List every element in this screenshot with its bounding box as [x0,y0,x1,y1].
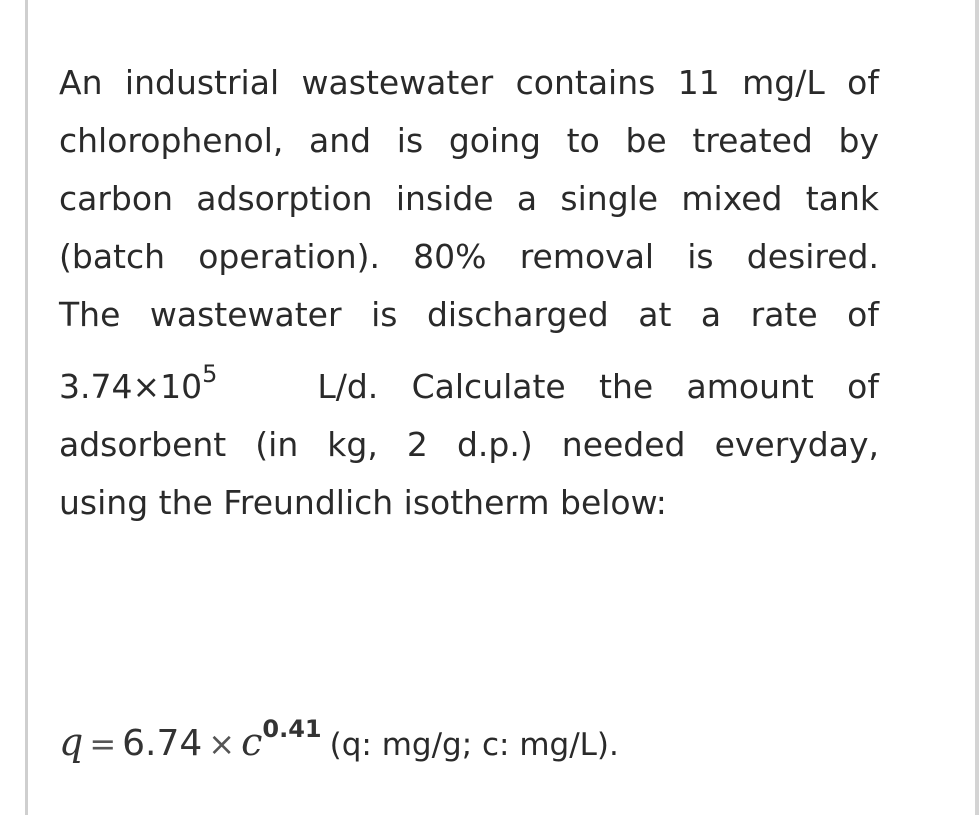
problem-line-1: An industrial wastewater contains 11 mg/L of [59,63,879,102]
problem-line-4: (batch operation). 80% removal is desired. [59,237,879,276]
formula-coefficient: 6.74 [122,723,203,764]
problem-line-3: carbon adsorption inside a single mixed tank [59,179,879,218]
problem-line-7: adsorbent (in kg, 2 d.p.) needed everyday, [59,425,879,464]
problem-line-8: using the Freundlich isotherm below: [59,483,667,522]
page-right-border [975,0,979,815]
problem-line-2: chlorophenol, and is going to be treated by [59,121,879,160]
formula-times: × [208,725,236,763]
formula-variable: c [241,720,263,764]
page-left-border [25,0,28,815]
problem-statement [59,58,879,536]
formula-exponent: 0.41 [262,715,322,743]
problem-line-5: The wastewater is discharged at a rate of [59,295,879,334]
formula-equals: = [89,725,117,763]
flow-rate-rest: L/d. Calculate the amount of [317,367,879,406]
formula-lhs: q [59,720,84,764]
formula-units: (q: mg/g; c: mg/L). [329,727,619,763]
problem-line-6 [59,348,879,420]
freundlich-formula [59,712,879,781]
flow-rate-exponent: 5 [202,360,218,388]
flow-rate-mantissa: 3.74×10 [59,367,203,406]
